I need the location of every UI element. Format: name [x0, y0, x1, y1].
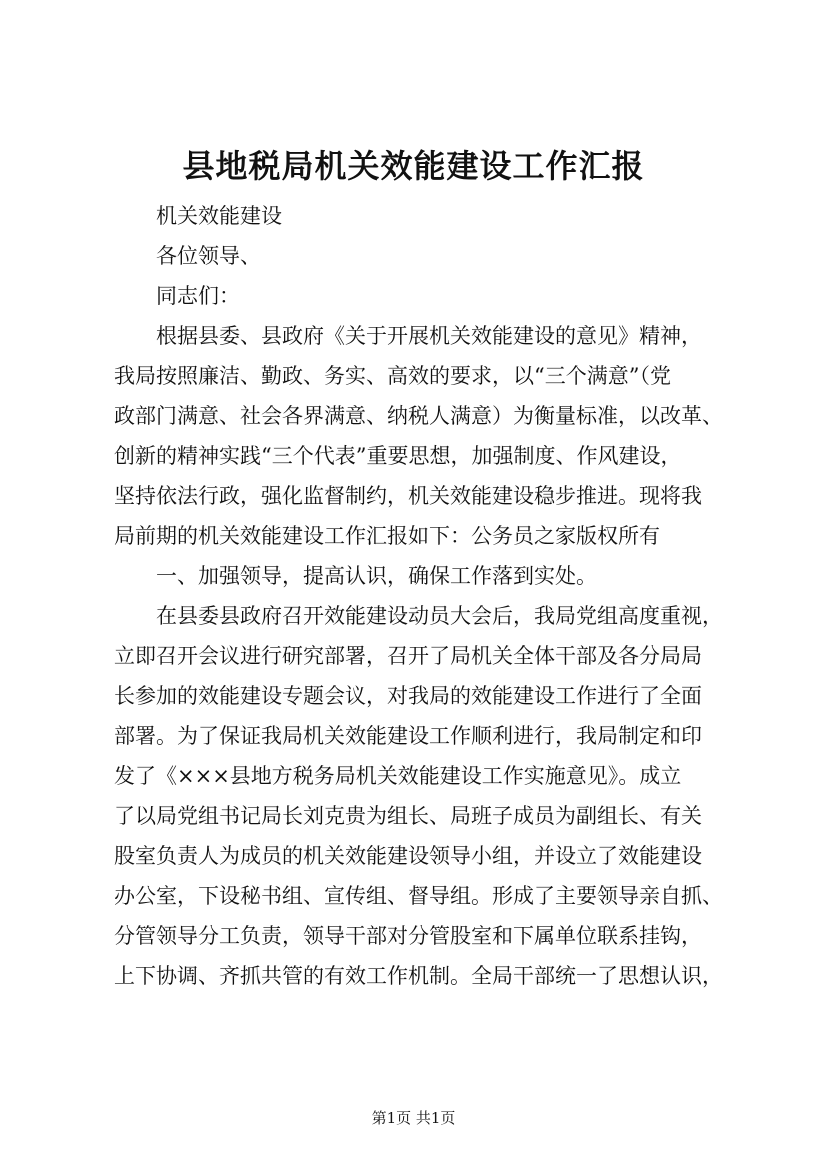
body-line: 部署。为了保证我局机关效能建设工作顺利进行，我局制定和印	[114, 724, 702, 748]
body-line: 长参加的效能建设专题会议，对我局的效能建设工作进行了全面	[114, 684, 702, 708]
body-line: 股室负责人为成员的机关效能建设领导小组，并设立了效能建设	[114, 844, 702, 868]
document-body	[114, 196, 740, 996]
document-title: 县地税局机关效能建设工作汇报	[182, 147, 645, 185]
body-line: 上下协调、齐抓共管的有效工作机制。全局干部统一了思想认识，	[114, 964, 723, 988]
body-line: 机关效能建设	[156, 204, 282, 228]
body-line: 办公室，下设秘书组、宣传组、督导组。形成了主要领导亲自抓、	[114, 884, 723, 908]
body-line: 立即召开会议进行研究部署，召开了局机关全体干部及各分局局	[114, 644, 702, 668]
body-line: 局前期的机关效能建设工作汇报如下：公务员之家版权所有	[114, 524, 660, 548]
body-line: 我局按照廉洁、勤政、务实、高效的要求，以“三个满意”（党	[114, 364, 671, 388]
body-line: 坚持依法行政，强化监督制约，机关效能建设稳步推进。现将我	[114, 484, 702, 508]
page-footer: 第1页 共1页	[371, 1109, 456, 1127]
body-line: 同志们：	[156, 284, 240, 308]
body-line: 各位领导、	[156, 244, 261, 268]
body-line: 创新的精神实践“三个代表”重要思想，加强制度、作风建设，	[114, 444, 682, 468]
body-line: 根据县委、县政府《关于开展机关效能建设的意见》精神，	[156, 324, 702, 348]
body-line: 在县委县政府召开效能建设动员大会后，我局党组高度重视，	[156, 604, 723, 628]
body-line: 发了《×××县地方税务局机关效能建设工作实施意见》。成立	[114, 764, 682, 788]
section-heading: 一、加强领导，提高认识，确保工作落到实处。	[156, 564, 597, 588]
body-line: 分管领导分工负责，领导干部对分管股室和下属单位联系挂钩，	[114, 924, 702, 948]
body-line: 了以局党组书记局长刘克贵为组长、局班子成员为副组长、有关	[114, 804, 702, 828]
body-line: 政部门满意、社会各界满意、纳税人满意）为衡量标准，以改革、	[114, 404, 723, 428]
